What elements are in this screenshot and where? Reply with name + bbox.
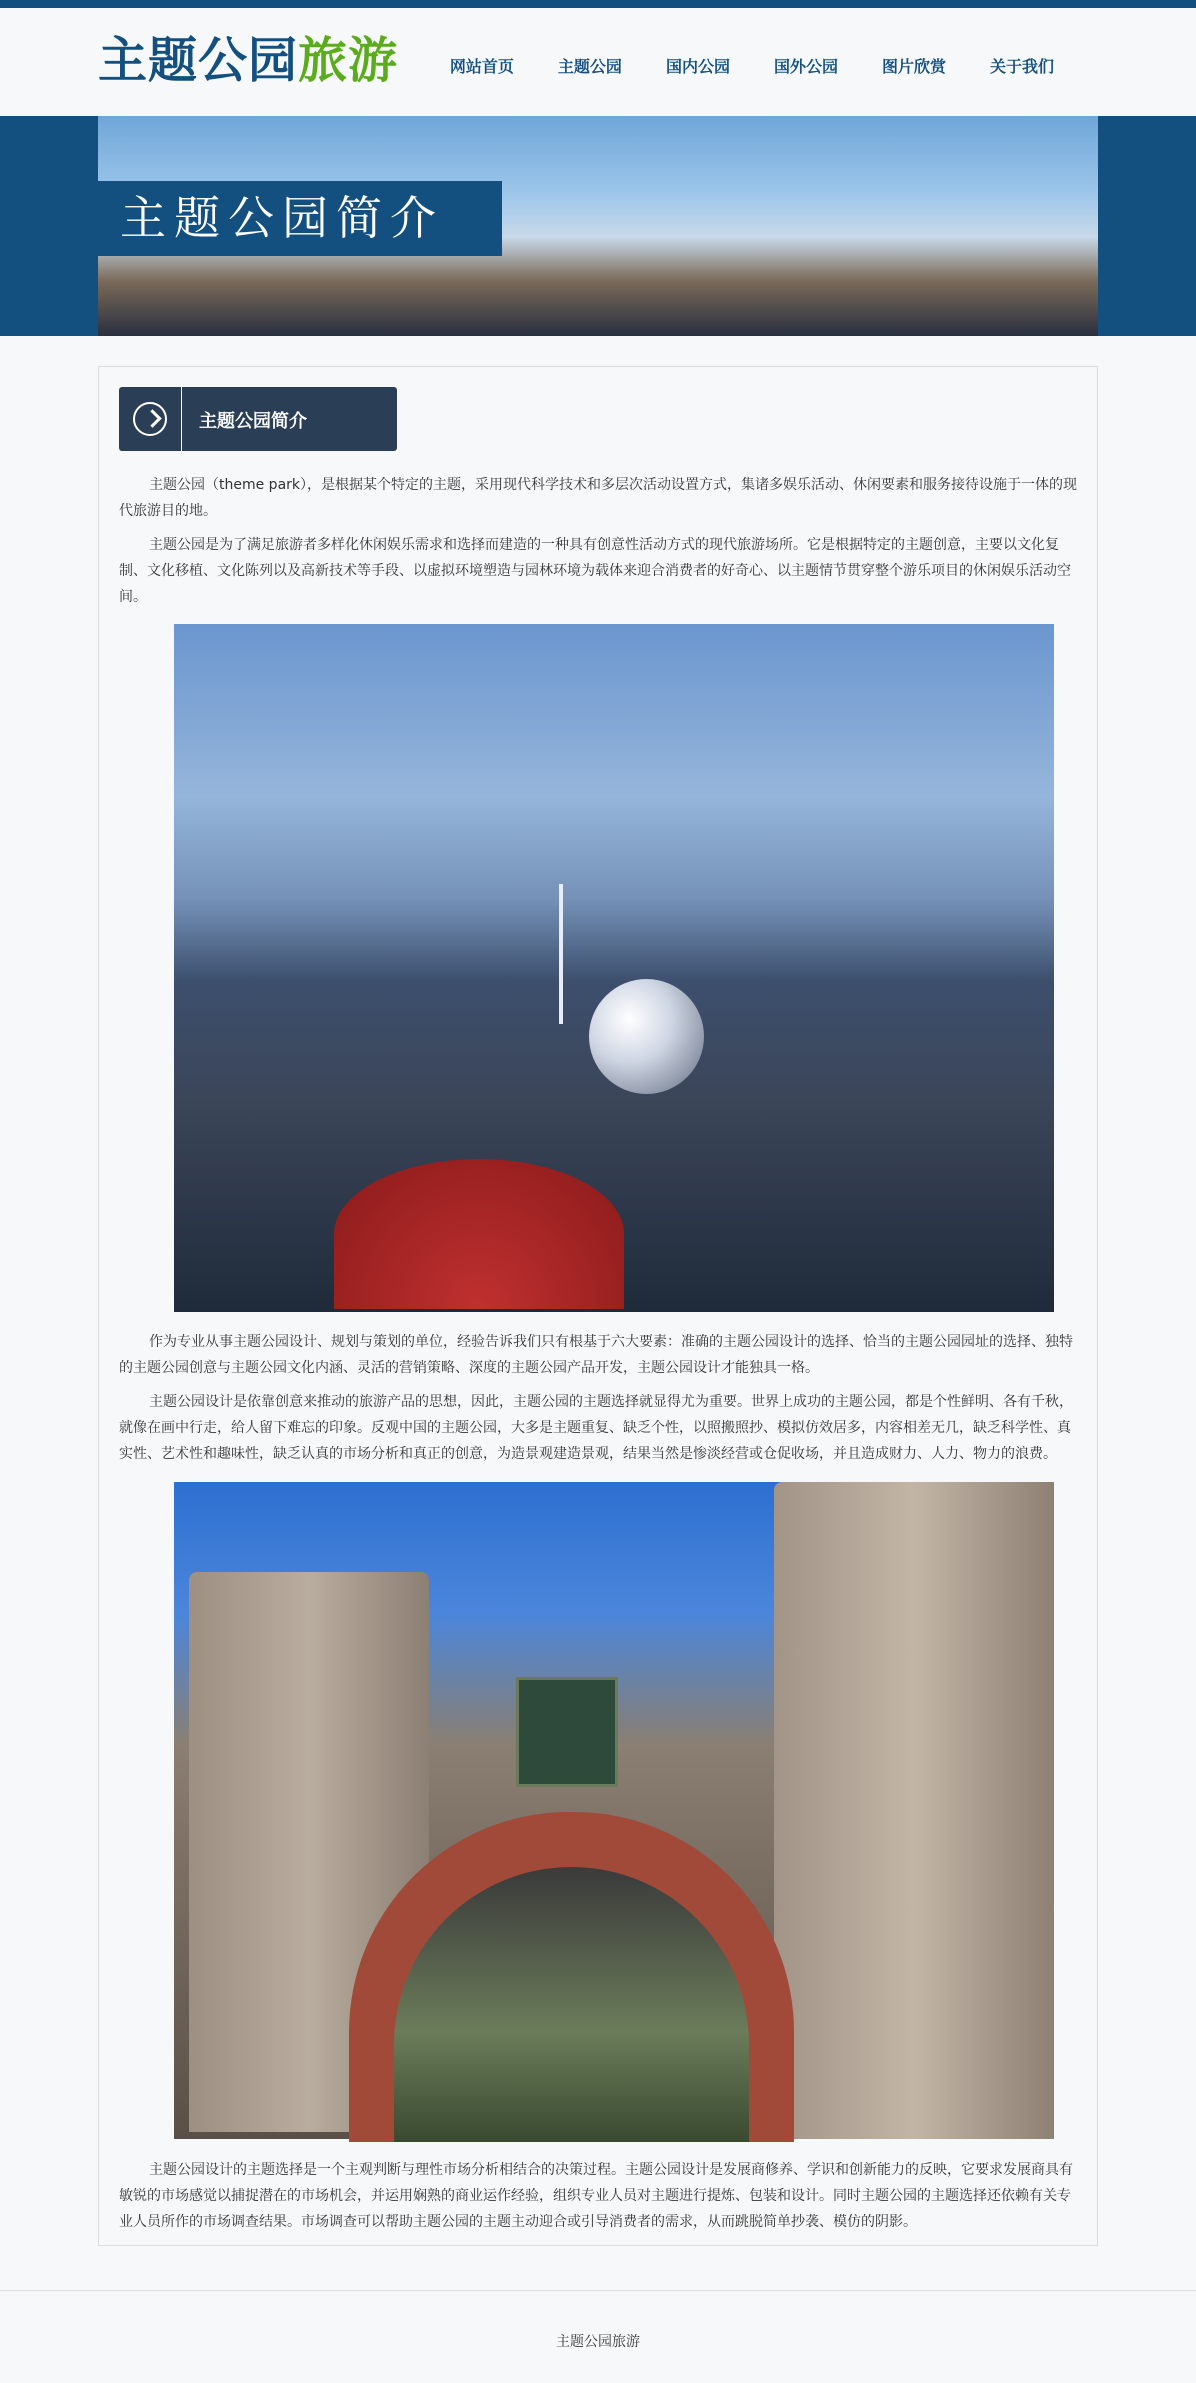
site-header [0,8,1196,116]
banner-image [98,116,1098,336]
nav-item-about[interactable]: 关于我们 [989,57,1054,76]
paragraph-3: 作为专业从事主题公园设计、规划与策划的单位，经验告诉我们只有根基于六大要素：准确的主题公园设计的选择、恰当的主题公园园址的选择、独特的主题公园创意与主题公园文化内涵、灵活的营销策略、深度的主题公园产品开发，主题公园设计才能独具一格。 [119,1334,1073,1376]
section-title-divider [181,387,182,451]
top-bar [0,0,1196,8]
main-content [98,366,1098,2246]
nav-item-foreign-parks[interactable]: 国外公园 [773,57,838,76]
paragraph-2: 主题公园是为了满足旅游者多样化休闲娱乐需求和选择而建造的一种具有创意性活动方式的现代旅游场所。它是根据特定的主题创意，主要以文化复制、文化移植、文化陈列以及高新技术等手段、以虚拟环境塑造与园林环境为载体来迎合消费者的好奇心、以主题情节贯穿整个游乐项目的休闲娱乐活动空间。 [119,537,1071,605]
section-title-text: 主题公园简介 [199,411,307,432]
photo-tent [334,1159,624,1309]
hero-banner [0,116,1196,336]
photo-tower [559,884,563,1024]
photo-castle-crest [516,1677,618,1787]
paragraph-5: 主题公园设计的主题选择是一个主观判断与理性市场分析相结合的决策过程。主题公园设计是发展商修养、学识和创新能力的反映，它要求发展商具有敏锐的市场感觉以捕捉潜在的市场机会，并运用娴熟的商业运作经验，组织专业人员对主题进行提炼、包装和设计。同时主题公园的主题选择还依赖有关专业人员所作的市场调查结果。市场调查可以帮助主题公园的主题主动迎合或引导消费者的需求，从而跳脱简单抄袭、模仿的阴影。 [119,2162,1073,2230]
photo-sphere [589,979,704,1094]
site-footer [0,2290,1196,2383]
theme-park-aerial-photo [174,624,1054,1312]
photo-castle-tower-right [774,1482,1054,2139]
banner-title: 主题公园简介 [120,191,444,245]
main-nav [428,54,1076,77]
nav-item-theme-parks[interactable]: 主题公园 [557,57,622,76]
nav-item-domestic-parks[interactable]: 国内公园 [665,57,730,76]
logo-text-accent: 旅游 [298,32,399,89]
paragraph-1: 主题公园（theme park），是根据某个特定的主题，采用现代科学技术和多层次活动设置方式，集诸多娱乐活动、休闲要素和服务接待设施于一体的现代旅游目的地。 [119,477,1078,519]
paragraph-4: 主题公园设计是依靠创意来推动的旅游产品的思想，因此，主题公园的主题选择就显得尤为重要。世界上成功的主题公园，都是个性鲜明、各有千秋，就像在画中行走，给人留下难忘的印象。反观中国的主题公园，大多是主题重复、缺乏个性，以照搬照抄、模拟仿效居多，内容相差无几，缺乏科学性、真实性、艺术性和趣味性，缺乏认真的市场分析和真正的创意，为造景观建造景观，结果当然是惨淡经营或仓促收场，并且造成财力、人力、物力的浪费。 [119,1394,1073,1462]
section-title [119,387,397,451]
castle-gate-photo [174,1482,1054,2139]
banner-title-box [98,181,502,256]
logo-text-main: 主题公园 [98,32,299,89]
site-logo[interactable] [98,32,399,89]
arrow-right-icon [133,402,167,436]
nav-item-gallery[interactable]: 图片欣赏 [881,57,946,76]
nav-item-home[interactable]: 网站首页 [449,57,514,76]
footer-text: 主题公园旅游 [556,2334,640,2350]
